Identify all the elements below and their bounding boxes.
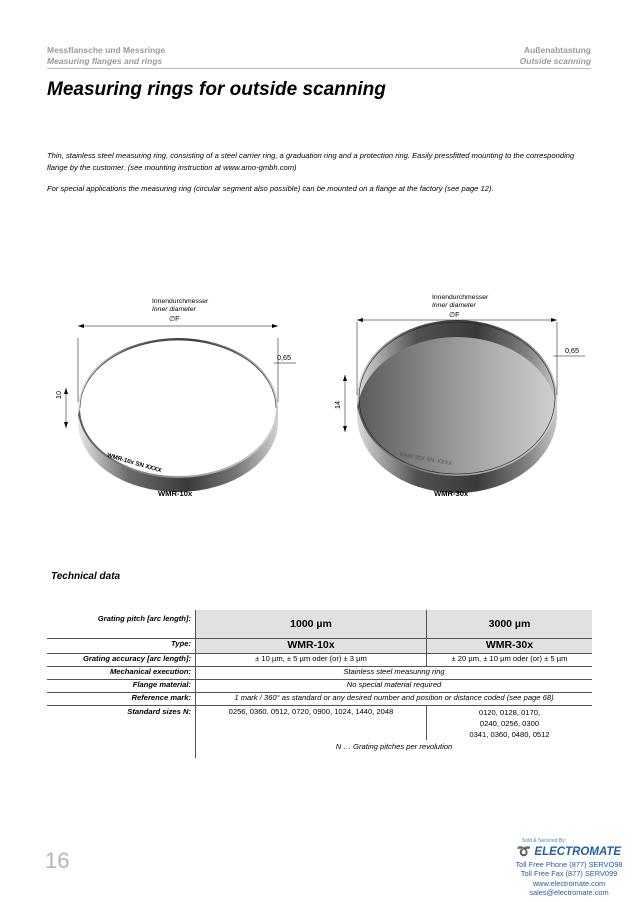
electromate-logo-icon: ➰	[516, 846, 532, 858]
seller-fax: Toll Free Fax (877) SERV099	[520, 869, 618, 879]
row-label-empty	[47, 740, 196, 758]
table-row	[47, 610, 592, 639]
cell-value: WMR-30x	[426, 639, 592, 654]
row-label: Flange material:	[47, 680, 196, 693]
technical-data-table	[47, 610, 592, 758]
table-row	[47, 706, 592, 741]
cell-value: ± 10 µm, ± 5 µm oder (or) ± 3 µm	[196, 654, 427, 667]
figure1-label-en: Inner diameter	[152, 306, 196, 313]
row-label: Standard sizes N:	[47, 706, 196, 741]
table-row	[47, 740, 592, 758]
ring-drawings	[0, 280, 638, 505]
header-right-en: Outside scanning	[519, 56, 591, 66]
figure2-caption: WMR-30x	[434, 489, 469, 498]
table-row	[47, 639, 592, 654]
figure2-ring-marking: WMR-30X SN: XXXX	[398, 452, 453, 468]
table-row	[47, 693, 592, 706]
header-left-en: Measuring flanges and rings	[47, 56, 163, 66]
figure2-label-de: Innendurchmesser	[432, 294, 489, 301]
ring-wmr-30x	[343, 318, 585, 493]
cell-value: No special material required	[196, 680, 593, 693]
row-label: Mechanical execution:	[47, 667, 196, 680]
figure2-label-en: Inner diameter	[432, 302, 476, 309]
table-row	[47, 654, 592, 667]
cell-value: ± 20 µm, ± 10 µm oder (or) ± 5 µm	[426, 654, 592, 667]
page-number: 16	[45, 848, 70, 873]
table-row	[47, 680, 592, 693]
cell-value: WMR-10x	[196, 639, 427, 654]
cell-value: Stainless steel measuring ring	[196, 667, 593, 680]
size-line: 0120, 0128, 0170,	[478, 708, 541, 717]
table-row	[47, 667, 592, 680]
electromate-logo	[508, 845, 630, 860]
cell-value: 0256, 0360. 0512, 0720, 0900, 1024, 1440, 2048	[196, 706, 427, 741]
description-paragraph: Thin, stainless steel measuring ring, consisting of a steel carrier ring, a graduation ring and a protection ring. Easily pressfitted mounting to the corresponding flange by the customer. (see mounting instruction at www.amo-gmbh.com)	[47, 151, 575, 172]
cell-value: 1000 µm	[196, 610, 427, 639]
seller-phone: Toll Free Phone (877) SERVO98	[515, 860, 623, 869]
sold-by-label: Sold & Serviced By:	[522, 838, 567, 844]
figure2-thickness: 0,65	[565, 346, 579, 355]
header-right-de: Außenabtastung	[523, 45, 591, 55]
seller-website-link[interactable]: www.electromate.com	[532, 878, 606, 888]
figure1-caption: WMR-10x	[158, 489, 193, 498]
figure2-diameter-label	[432, 294, 488, 320]
seller-block	[508, 838, 630, 897]
figure1-thickness: 0,65	[277, 353, 291, 362]
row-label: Grating accuracy [arc length]:	[47, 654, 196, 667]
seller-email-link[interactable]: sales@electromate.com	[529, 887, 609, 897]
ring-wmr-10x	[64, 324, 296, 492]
cell-value: 1 mark / 360° as standard or any desired number and position or distance coded (see page 68)	[196, 693, 593, 706]
figure1-ring-marking: WMR-10x SN XXXX	[106, 452, 163, 475]
figure1-height: 10	[54, 391, 63, 399]
special-application-paragraph: For special applications the measuring ring (circular segment also possible) can be mounted on a flange at the factory (see page 12).	[47, 184, 494, 193]
header-right	[520, 45, 591, 67]
size-line: 0240, 0256, 0300	[479, 719, 540, 728]
header-left-de: Messflansche und Messringe	[47, 45, 166, 55]
page-title: Measuring rings for outside scanning	[47, 79, 386, 100]
header-rule	[47, 68, 591, 69]
footnote: N … Grating pitches per revolution	[335, 742, 453, 751]
figure1-diameter-symbol: ∅F	[169, 316, 180, 323]
figure1-label-de: Innendurchmesser	[152, 298, 209, 305]
figure1-diameter-label	[152, 298, 208, 324]
figure2-diameter-symbol: ∅F	[449, 312, 460, 319]
row-label: Reference mark:	[47, 693, 196, 706]
brand-name: ELECTROMATE	[534, 846, 622, 858]
cell-value: 3000 µm	[426, 610, 592, 639]
figure2-height: 14	[333, 401, 342, 409]
row-label: Grating pitch [arc length]:	[47, 610, 196, 639]
technical-data-heading: Technical data	[51, 571, 121, 582]
size-line: 0341, 0360, 0480, 0512	[469, 730, 550, 739]
row-label: Type:	[47, 639, 196, 654]
cell-value-list	[426, 706, 592, 741]
header-left	[47, 45, 165, 67]
